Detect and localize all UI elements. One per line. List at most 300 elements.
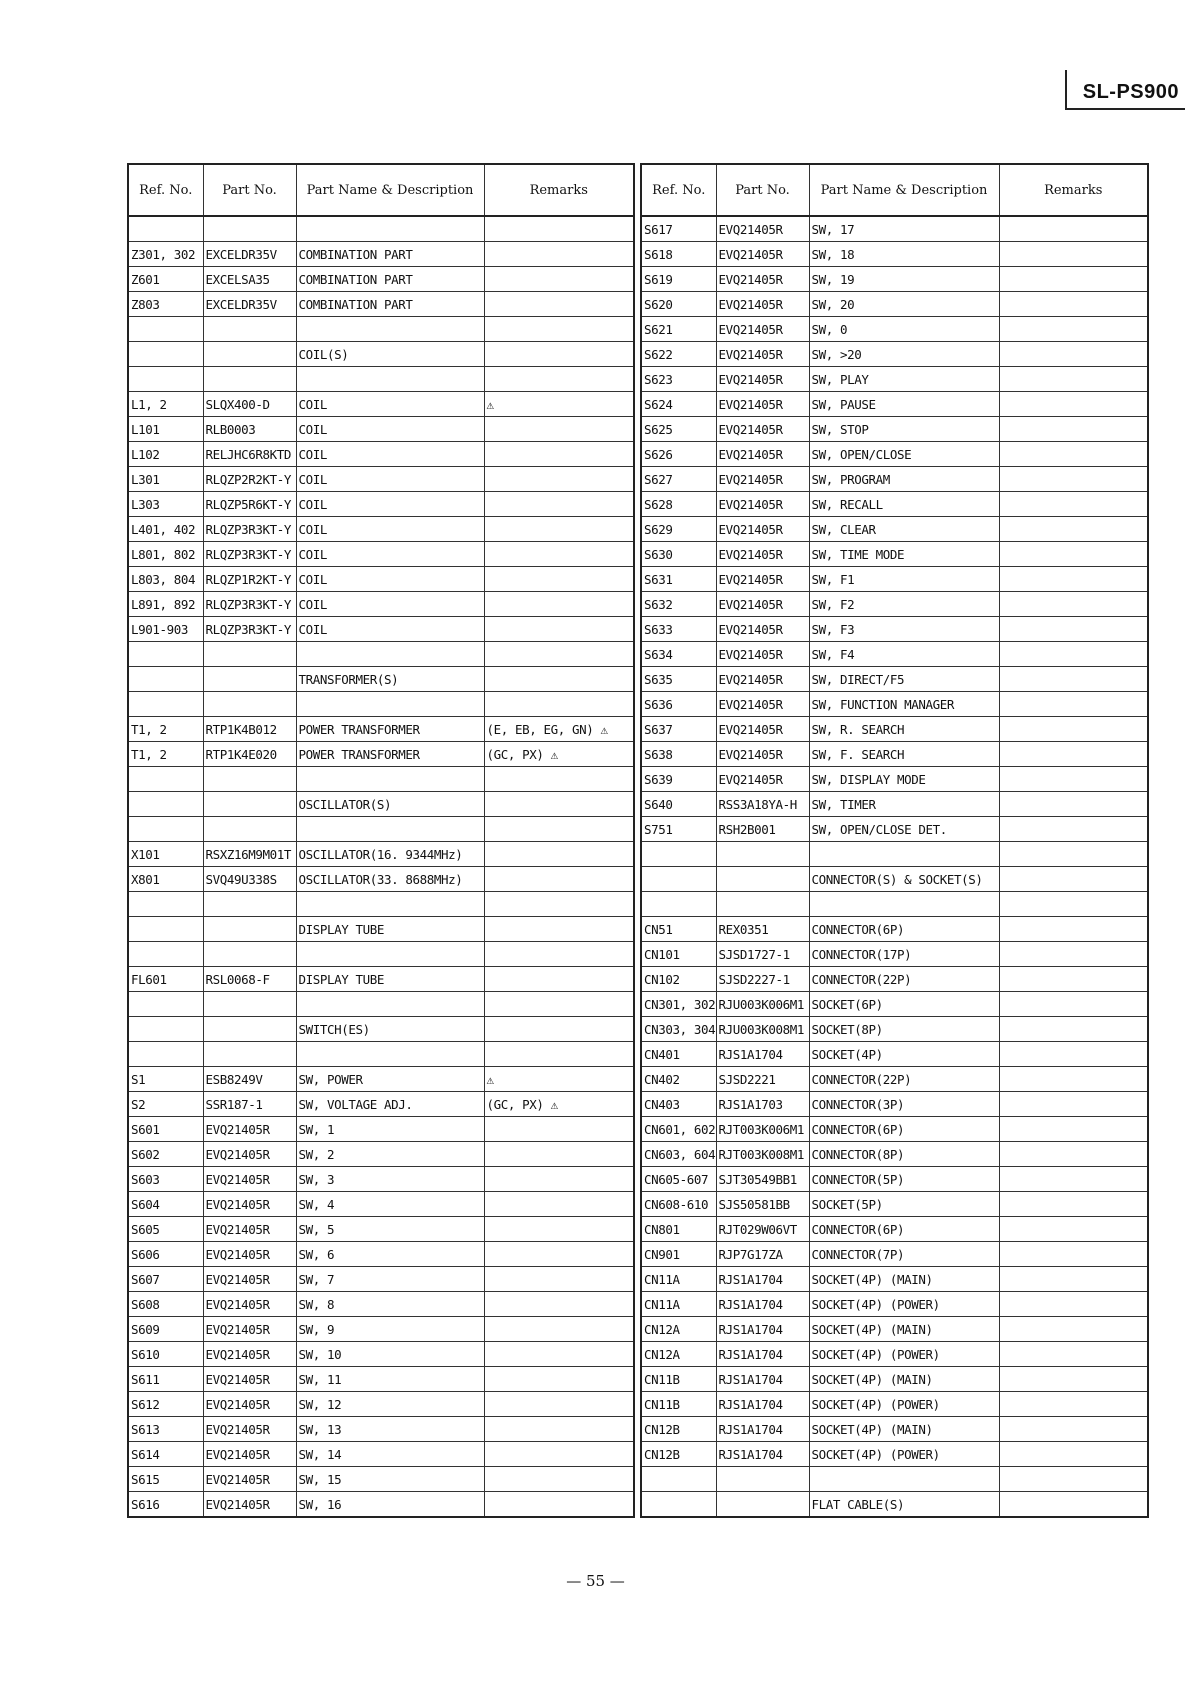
part-no-cell: RLB0003 [203,417,296,442]
description-cell [296,992,484,1017]
description-cell: DISPLAY TUBE [296,967,484,992]
remarks-cell [999,792,1148,817]
remarks-cell [484,692,634,717]
remarks-cell [999,642,1148,667]
part-no-cell: EVQ21405R [716,717,809,742]
part-no-cell: RLQZP3R3KT-Y [203,517,296,542]
description-cell: SW, 17 [809,216,999,242]
description-cell: SW, F4 [809,642,999,667]
ref-no-cell: S628 [641,492,716,517]
ref-no-cell [128,692,203,717]
part-no-cell: RELJHC6R8KTD [203,442,296,467]
remarks-cell [484,342,634,367]
table-row [128,392,634,417]
remarks-cell [999,1117,1148,1142]
part-no-cell [203,792,296,817]
ref-no-cell: S626 [641,442,716,467]
part-no-cell: RJT029W06VT [716,1217,809,1242]
ref-no-cell [128,367,203,392]
part-no-cell: EVQ21405R [716,492,809,517]
description-cell: COIL [296,467,484,492]
part-no-cell: SJS50581BB [716,1192,809,1217]
description-cell: SW, 15 [296,1467,484,1492]
table-row [641,917,1148,942]
remarks-cell [484,842,634,867]
table-row [641,742,1148,767]
table-row [641,1292,1148,1317]
remarks-cell [999,1242,1148,1267]
description-cell: OSCILLATOR(S) [296,792,484,817]
table-row [641,242,1148,267]
description-cell: CONNECTOR(3P) [809,1092,999,1117]
description-cell: SW, F. SEARCH [809,742,999,767]
remarks-cell [484,467,634,492]
description-cell [296,892,484,917]
remarks-cell [484,1442,634,1467]
part-no-cell: EVQ21405R [716,767,809,792]
table-row [128,216,634,242]
ref-no-cell [128,216,203,242]
table-row [128,1067,634,1092]
remarks-cell [484,992,634,1017]
description-cell: SOCKET(5P) [809,1192,999,1217]
ref-no-cell: S614 [128,1442,203,1467]
description-cell: SW, >20 [809,342,999,367]
part-no-cell [203,892,296,917]
model-label-frame [1065,70,1185,110]
remarks-cell [484,442,634,467]
description-cell: SOCKET(4P) (MAIN) [809,1417,999,1442]
description-cell: SW, 0 [809,317,999,342]
remarks-cell [999,467,1148,492]
description-cell: COMBINATION PART [296,292,484,317]
part-no-cell: REX0351 [716,917,809,942]
remarks-cell [999,692,1148,717]
part-no-cell: EVQ21405R [716,592,809,617]
header-description: Part Name & Description [809,164,999,216]
description-cell: SW, 9 [296,1317,484,1342]
ref-no-cell: FL601 [128,967,203,992]
remarks-cell [484,942,634,967]
remarks-cell [999,1342,1148,1367]
table-row [641,717,1148,742]
remarks-cell [484,1342,634,1367]
table-row [641,767,1148,792]
ref-no-cell [128,942,203,967]
ref-no-cell [641,1467,716,1492]
description-cell [296,692,484,717]
ref-no-cell: CN401 [641,1042,716,1067]
part-no-cell: ESB8249V [203,1067,296,1092]
ref-no-cell: S640 [641,792,716,817]
remarks-cell [484,1167,634,1192]
part-no-cell: EVQ21405R [716,317,809,342]
part-no-cell: EVQ21405R [203,1317,296,1342]
ref-no-cell: S630 [641,542,716,567]
description-cell: COIL [296,517,484,542]
part-no-cell: RJS1A1704 [716,1292,809,1317]
part-no-cell [203,817,296,842]
table-row [641,342,1148,367]
ref-no-cell [128,767,203,792]
ref-no-cell: S613 [128,1417,203,1442]
remarks-cell [484,567,634,592]
ref-no-cell: CN603, 604 [641,1142,716,1167]
part-no-cell: EVQ21405R [716,567,809,592]
description-cell: OSCILLATOR(16. 9344MHz) [296,842,484,867]
remarks-cell [999,1142,1148,1167]
table-row [128,792,634,817]
remarks-cell [999,267,1148,292]
description-cell: COMBINATION PART [296,242,484,267]
part-no-cell: EVQ21405R [716,342,809,367]
remarks-cell [999,1417,1148,1442]
table-row [641,467,1148,492]
ref-no-cell: CN12A [641,1317,716,1342]
ref-no-cell [128,992,203,1017]
ref-no-cell: CN101 [641,942,716,967]
table-row [641,1067,1148,1092]
table-row [128,267,634,292]
remarks-cell [484,1117,634,1142]
description-cell: POWER TRANSFORMER [296,717,484,742]
part-no-cell: RLQZP1R2KT-Y [203,567,296,592]
part-no-cell: EXCELDR35V [203,292,296,317]
description-cell: SOCKET(4P) (POWER) [809,1342,999,1367]
ref-no-cell: S604 [128,1192,203,1217]
part-no-cell: SJSD2221 [716,1067,809,1092]
table-row [641,692,1148,717]
description-cell: SW, 16 [296,1492,484,1518]
ref-no-cell [128,792,203,817]
part-no-cell: RSH2B001 [716,817,809,842]
ref-no-cell: S609 [128,1317,203,1342]
description-cell: CONNECTOR(6P) [809,917,999,942]
header-description: Part Name & Description [296,164,484,216]
table-row [128,417,634,442]
ref-no-cell: L801, 802 [128,542,203,567]
table-row [641,1092,1148,1117]
part-no-cell: EVQ21405R [716,292,809,317]
part-no-cell: SVQ49U338S [203,867,296,892]
part-no-cell: EVQ21405R [716,367,809,392]
part-no-cell: EVQ21405R [716,442,809,467]
remarks-cell [999,216,1148,242]
ref-no-cell [641,892,716,917]
part-no-cell: RJS1A1704 [716,1417,809,1442]
remarks-cell [999,1267,1148,1292]
part-no-cell: EVQ21405R [716,417,809,442]
description-cell: SW, DIRECT/F5 [809,667,999,692]
part-no-cell: RSL0068-F [203,967,296,992]
remarks-cell [999,417,1148,442]
remarks-cell [484,367,634,392]
description-cell: SW, TIMER [809,792,999,817]
table-row [641,542,1148,567]
description-cell: SWITCH(ES) [296,1017,484,1042]
parts-table-left-body [128,216,634,1517]
table-row [128,1367,634,1392]
ref-no-cell: X101 [128,842,203,867]
description-cell: SOCKET(4P) (POWER) [809,1392,999,1417]
remarks-cell [999,317,1148,342]
description-cell: SW, 14 [296,1442,484,1467]
description-cell: SOCKET(6P) [809,992,999,1017]
remarks-cell [999,1217,1148,1242]
ref-no-cell: Z803 [128,292,203,317]
remarks-cell [484,642,634,667]
remarks-cell [999,667,1148,692]
remarks-cell [484,967,634,992]
description-cell: SW, RECALL [809,492,999,517]
part-no-cell: EVQ21405R [716,617,809,642]
remarks-cell [484,892,634,917]
ref-no-cell: S632 [641,592,716,617]
description-cell: TRANSFORMER(S) [296,667,484,692]
ref-no-cell: S612 [128,1392,203,1417]
table-row [641,1267,1148,1292]
table-row [128,242,634,267]
remarks-cell [999,542,1148,567]
ref-no-cell: L101 [128,417,203,442]
table-row [641,367,1148,392]
part-no-cell: EVQ21405R [716,667,809,692]
header-ref-no: Ref. No. [128,164,203,216]
part-no-cell: EVQ21405R [203,1292,296,1317]
remarks-cell [484,542,634,567]
ref-no-cell: S606 [128,1242,203,1267]
ref-no-cell [128,317,203,342]
part-no-cell [203,692,296,717]
description-cell: SW, 2 [296,1142,484,1167]
description-cell: SW, STOP [809,417,999,442]
ref-no-cell: CN11B [641,1367,716,1392]
table-row [128,717,634,742]
part-no-cell: EVQ21405R [716,542,809,567]
description-cell: SOCKET(4P) (POWER) [809,1442,999,1467]
table-row [128,1342,634,1367]
ref-no-cell: CN601, 602 [641,1117,716,1142]
part-no-cell: RJS1A1704 [716,1042,809,1067]
remarks-cell [484,417,634,442]
header-row [641,164,1148,216]
ref-no-cell: Z301, 302 [128,242,203,267]
table-row [128,817,634,842]
ref-no-cell: S637 [641,717,716,742]
description-cell: SW, 11 [296,1367,484,1392]
table-row [641,1167,1148,1192]
parts-table-right-body [641,216,1148,1517]
remarks-cell [999,742,1148,767]
table-row [641,267,1148,292]
model-number: SL-PS900 [1082,81,1179,103]
remarks-cell [484,1417,634,1442]
ref-no-cell: L901-903 [128,617,203,642]
ref-no-cell: CN801 [641,1217,716,1242]
description-cell: SOCKET(4P) [809,1042,999,1067]
part-no-cell [716,1467,809,1492]
ref-no-cell: S624 [641,392,716,417]
remarks-cell [999,392,1148,417]
table-row [128,742,634,767]
table-row [641,1242,1148,1267]
ref-no-cell: S610 [128,1342,203,1367]
table-row [641,442,1148,467]
remarks-cell [999,1092,1148,1117]
description-cell: SW, 7 [296,1267,484,1292]
description-cell: COIL [296,567,484,592]
description-cell: CONNECTOR(6P) [809,1117,999,1142]
part-no-cell: EVQ21405R [716,267,809,292]
table-row [641,592,1148,617]
remarks-cell [484,867,634,892]
description-cell: COIL [296,392,484,417]
ref-no-cell: CN12B [641,1442,716,1467]
table-row [128,617,634,642]
part-no-cell: SJSD1727-1 [716,942,809,967]
table-row [641,1017,1148,1042]
ref-no-cell: CN12A [641,1342,716,1367]
part-no-cell: EVQ21405R [716,216,809,242]
remarks-cell [999,717,1148,742]
table-row [128,492,634,517]
description-cell: SW, 6 [296,1242,484,1267]
description-cell [809,892,999,917]
ref-no-cell: S636 [641,692,716,717]
ref-no-cell [641,842,716,867]
description-cell: COIL [296,592,484,617]
part-no-cell: SJT30549BB1 [716,1167,809,1192]
part-no-cell: RLQZP3R3KT-Y [203,542,296,567]
part-no-cell: RJU003K008M1 [716,1017,809,1042]
table-row [641,1217,1148,1242]
remarks-cell [999,842,1148,867]
ref-no-cell [128,667,203,692]
table-row [641,1342,1148,1367]
description-cell [296,642,484,667]
ref-no-cell [128,642,203,667]
header-ref-no: Ref. No. [641,164,716,216]
ref-no-cell: CN901 [641,1242,716,1267]
remarks-cell [999,917,1148,942]
ref-no-cell [128,1017,203,1042]
part-no-cell: EVQ21405R [203,1467,296,1492]
part-no-cell [716,892,809,917]
description-cell: CONNECTOR(S) & SOCKET(S) [809,867,999,892]
description-cell [296,216,484,242]
description-cell: SW, TIME MODE [809,542,999,567]
part-no-cell: EVQ21405R [716,517,809,542]
table-row [641,1442,1148,1467]
ref-no-cell: S608 [128,1292,203,1317]
table-row [641,867,1148,892]
description-cell: SOCKET(8P) [809,1017,999,1042]
remarks-cell [484,1017,634,1042]
ref-no-cell: T1, 2 [128,717,203,742]
description-cell: SW, F1 [809,567,999,592]
remarks-cell: ⚠ [484,1067,634,1092]
table-row [128,367,634,392]
description-cell: SW, 20 [809,292,999,317]
remarks-cell [484,817,634,842]
remarks-cell [484,1392,634,1417]
remarks-cell [999,492,1148,517]
table-row [641,1417,1148,1442]
ref-no-cell: S2 [128,1092,203,1117]
part-no-cell: EVQ21405R [203,1167,296,1192]
remarks-cell [484,216,634,242]
ref-no-cell: S618 [641,242,716,267]
description-cell: SW, PLAY [809,367,999,392]
table-row [641,817,1148,842]
remarks-cell [999,592,1148,617]
part-no-cell: RLQZP2R2KT-Y [203,467,296,492]
part-no-cell: EVQ21405R [203,1492,296,1518]
description-cell: SW, 19 [809,267,999,292]
table-row [128,292,634,317]
table-row [641,1117,1148,1142]
table-row [641,892,1148,917]
part-no-cell: RJP7G17ZA [716,1242,809,1267]
table-row [128,1467,634,1492]
table-row [641,1192,1148,1217]
table-row [128,1392,634,1417]
description-cell [809,1467,999,1492]
description-cell: COIL [296,492,484,517]
part-no-cell: EVQ21405R [203,1417,296,1442]
part-no-cell: RJS1A1703 [716,1092,809,1117]
description-cell: SW, F2 [809,592,999,617]
part-no-cell: SSR187-1 [203,1092,296,1117]
remarks-cell: (GC, PX) ⚠ [484,1092,634,1117]
remarks-cell [484,1142,634,1167]
table-row [128,1092,634,1117]
part-no-cell: EVQ21405R [203,1217,296,1242]
remarks-cell [484,292,634,317]
remarks-cell [999,617,1148,642]
parts-table-right [640,163,1149,1518]
description-cell: SW, FUNCTION MANAGER [809,692,999,717]
ref-no-cell: S623 [641,367,716,392]
ref-no-cell: L301 [128,467,203,492]
table-row [128,442,634,467]
ref-no-cell: CN605-607 [641,1167,716,1192]
ref-no-cell: S629 [641,517,716,542]
table-row [641,567,1148,592]
remarks-cell [999,1192,1148,1217]
remarks-cell [484,317,634,342]
description-cell: SW, 10 [296,1342,484,1367]
remarks-cell [484,1217,634,1242]
remarks-cell [999,1067,1148,1092]
table-row [128,667,634,692]
table-row [128,892,634,917]
description-cell: CONNECTOR(5P) [809,1167,999,1192]
ref-no-cell: S605 [128,1217,203,1242]
description-cell: SW, 5 [296,1217,484,1242]
remarks-cell [999,817,1148,842]
part-no-cell: EVQ21405R [716,467,809,492]
table-row [128,917,634,942]
table-row [128,1142,634,1167]
parts-table-left [127,163,635,1518]
part-no-cell [203,642,296,667]
remarks-cell [484,917,634,942]
ref-no-cell: S622 [641,342,716,367]
ref-no-cell: CN11A [641,1267,716,1292]
part-no-cell [203,367,296,392]
table-row [128,867,634,892]
